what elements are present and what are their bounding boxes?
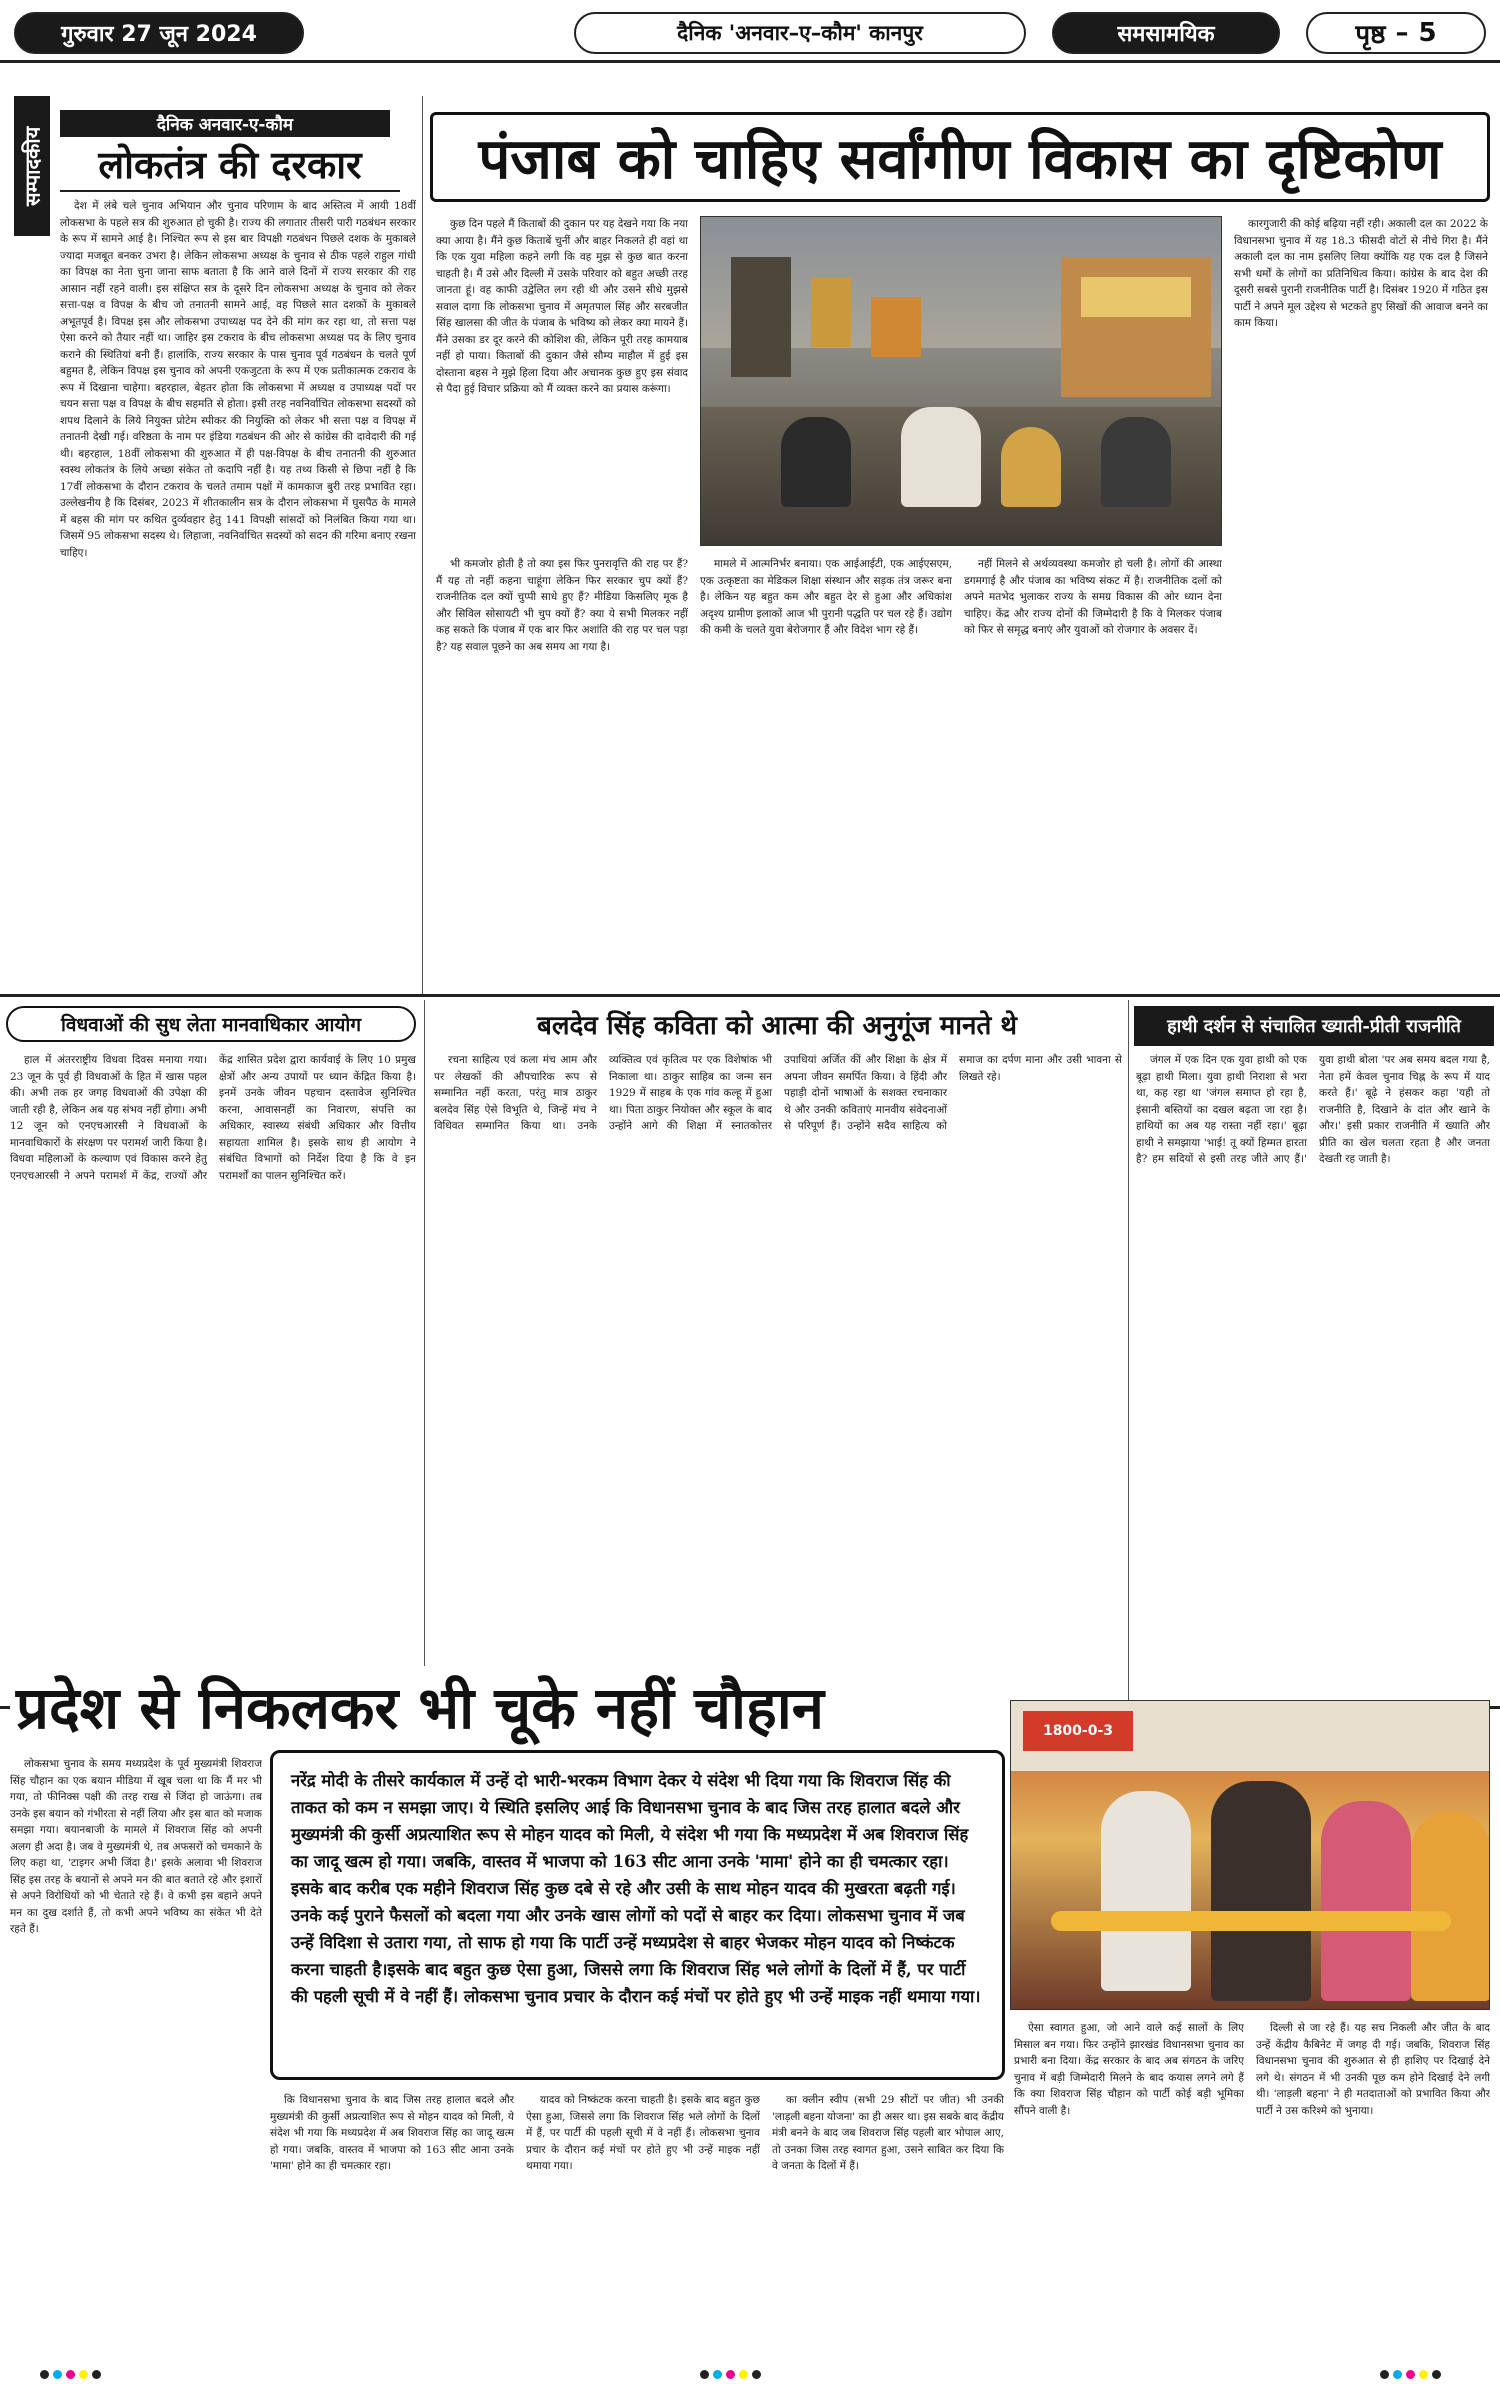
registration-dots-right	[1380, 2370, 1441, 2380]
widows-article-body: हाल में अंतरराष्ट्रीय विधवा दिवस मनाया गया। 23 जून के पूर्व ही विधवाओं के हित में खास पहल की। अभी तक हर जगह विधवाओं की उपेक्षा की जाती रही है, लेकिन अब यह संभव नहीं होगा। अभी 12 जून को एनएचआरसी ने विधवाओं के मानवाधिकारों के संरक्षण पर परामर्श जारी किया है। विधवा महिलाओं के कल्याण एवं विकास करने हेतु एनएचआरसी ने अपने परामर्श में केंद्र, राज्यों और केंद्र शासित प्रदेश द्वारा कार्यवाई के लिए 10 प्रमुख क्षेत्रों और अन्य उपायों पर ध्यान केंद्रित किया है। इनमें उनके जीवन पहचान दस्तावेज सुनिश्चित करना, आवासनहीं का निवारण, संपत्ति का अधिकार, स्वास्थ्य संबंधी अधिकार और वित्तीय सहायता शामिल है। इसके साथ ही आयोग ने संबंधित विभागों को निर्देश दिया है कि वे इन परामर्शों का पालन सुनिश्चित करें।	[10, 1054, 416, 1182]
page-number-pill: पृष्ठ – 5	[1306, 12, 1486, 54]
elephant-article-body: जंगल में एक दिन एक युवा हाथी को एक बूढ़ा हाथी मिला। युवा हाथी निराशा से भरा था, कह रहा था 'जंगल समाप्त हो रहा है, इंसानी बस्तियों का दखल बढ़ता जा रहा है। हाथियों का अब यह रास्ता नहीं रहा।' बूढ़ा हाथी ने समझाया 'भाई! तू क्यों हिम्मत हारता है? हम सदियों से इसी तरह जीते आए हैं।' युवा हाथी बोला 'पर अब समय बदल गया है, नेता हमें केवल चुनाव चिह्न के रूप में याद करते हैं।' बूढ़े ने हंसकर कहा 'यही तो राजनीति है, दिखाने के दांत और खाने के और।' इसी प्रकार राजनीति में ख्याति और प्रीति का खेल चलता रहता है और जनता देखती रह जाती है।	[1136, 1054, 1490, 1165]
masthead	[0, 0, 1500, 62]
section-pill	[1052, 12, 1280, 54]
bottom-story-col-5: ऐसा स्वागत हुआ, जो आने वाले कई सालों के लिए मिसाल बन गया। फिर उन्होंने झारखंड विधानसभा चुनाव का प्रभारी बना दिया। केंद्र सरकार के बाद अब संगठन के जरिए चुनाव में बड़ी जिम्मेदारी मिलने के बाद कयास लगने लगे हैं कि क्या शिवराज सिंह चौहान को पार्टी कोई बड़ी भूमिका सौंपने वाली है।	[1014, 2022, 1244, 2117]
main-article-lower-col-3: नहीं मिलने से अर्थव्यवस्था कमजोर हो चली है। लोगों की आस्था डगमगाई है और पंजाब का भविष्य संकट में है। राजनीतिक दलों को अपने मतभेद भुलाकर राज्य के समग्र विकास की ओर ध्यान देना चाहिए। केंद्र और राज्य दोनों की जिम्मेदारी है कि वे मिलकर पंजाब को फिर से समृद्ध बनाएं और युवाओं को रोजगार के अवसर दें।	[964, 558, 1222, 636]
editorial-kicker: दैनिक अनवार-ए-कौम	[60, 110, 390, 137]
elephant-article-title: हाथी दर्शन से संचालित ख्याती-प्रीती राजनीति	[1134, 1006, 1494, 1046]
main-headline: पंजाब को चाहिए सर्वांगीण विकास का दृष्टिकोण	[430, 112, 1490, 202]
bottom-story-headline: प्रदेश से निकलकर भी चूके नहीं चौहान	[10, 1666, 1010, 1746]
baldev-article-title: बलदेव सिंह कविता को आत्मा की अनुगूंज मानते थे	[537, 1011, 1017, 1041]
section-name: समसामयिक	[1117, 22, 1215, 47]
page-number: 5	[1418, 18, 1437, 48]
issue-date: गुरुवार 27 जून 2024	[61, 22, 257, 47]
main-article-col-right: कारगुजारी की कोई बढ़िया नहीं रही। अकाली दल का 2022 के विधानसभा चुनाव में यह 18.3 फीसदी वोटों से नीचे गिरा है। मैंने अकाली दल का नाम इसलिए लिया क्योंकि यह एक दल है जिसने सभी धर्मों के लोगों का प्रतिनिधित्व किया। कांग्रेस के बाद देश की दूसरी सबसे पुरानी राजनीतिक पार्टी है। दिसंबर 1920 में गठित इस पार्टी ने अपने मूल उद्देश्य से भटकते हुए सिखों की आवाज बनने का काम किया।	[1234, 218, 1488, 329]
editorial-title: लोकतंत्र की दरकार	[98, 142, 362, 187]
page-label: पृष्ठ	[1355, 20, 1386, 50]
widows-article-title: विधवाओं की सुध लेता मानवाधिकार आयोग	[6, 1006, 416, 1042]
main-article-lower-col-1: भी कमजोर होती है तो क्या इस फिर पुनरावृत्ति की राह पर हैं? मैं यह तो नहीं कहना चाहूंगा लेकिन फिर सरकार चुप क्यों हैं? राजनीतिक दल क्यों चुप्पी साधे हुए हैं? मीडिया किसलिए मूक है और सिविल सोसायटी भी चुप क्यों हैं? क्या ये सभी मिलकर नहीं कह सकते कि पंजाब में एक बार फिर अशांति की राह पर चल पड़ा है? यह सवाल पूछने का अब समय आ गया है।	[436, 558, 688, 653]
bottom-story-col-4: का क्लीन स्वीप (सभी 29 सीटों पर जीत) भी उनकी 'लाड़ली बहना योजना' का ही असर था। इस सबके बाद केंद्रीय मंत्री बनने के बाद जब शिवराज सिंह पहली बार भोपाल आए, तो उनका जिस तरह स्वागत हुआ, उसने साबित कर दिया कि वे जनता के दिलों में हैं।	[772, 2094, 1004, 2172]
chouhan-rally-photo	[1010, 1700, 1490, 2010]
main-article-col-1: कुछ दिन पहले मैं किताबों की दुकान पर यह देखने गया कि नया क्या आया है। मैंने कुछ किताबें चुनीं और बाहर निकलते ही वहां था कि एक युवा महिला कहने लगी कि वह मुझ से कुछ बात करना चाहती है। मैं उसे और दिल्ली में उसके परिवार को बहुत अच्छी तरह जानता हूं। वह काफी उद्वेलित लग रही थी और उसने सीधे मुझसे सवाल दागा कि लोकसभा चुनाव में अमृतपाल सिंह और सरबजीत सिंह खालसा की जीत के पंजाब के भविष्य को लेकर क्या मायने हैं। मैंने उसका डर दूर करने की कोशिश की, लेकिन पूरी तरह कामयाब नहीं हो पाया। किताबों की दुकान जैसे सौम्य माहौल में हुई इस दोस्ताना बहस ने मुझे हिला दिया और अचानक कुछ हुए इस संवाद से पैदा हुई विचार प्रक्रिया को मैं व्यक्त करने का प्रयास करूंगा।	[436, 218, 688, 395]
pull-quote: नरेंद्र मोदी के तीसरे कार्यकाल में उन्हें दो भारी-भरकम विभाग देकर ये संदेश भी दिया गया कि शिवराज सिंह की ताकत को कम न समझा जाए। ये स्थिति इसलिए आई कि विधानसभा चुनाव के बाद जिस तरह हालात बदले और मुख्यमंत्री की कुर्सी अप्रत्याशित रूप से मोहन यादव को मिली, ये संदेश भी गया कि मध्यप्रदेश में अब शिवराज सिंह का जादू खत्म हो गया। जबकि, वास्तव में भाजपा को 163 सीट आना उनके 'मामा' होने का ही चमत्कार रहा। इसके बाद करीब एक महीने शिवराज सिंह कुछ दबे से रहे और उसी के साथ मोहन यादव की मुखरता बढ़ती गई। उनके कई पुराने फैसलों को बदला गया और उनके खास लोगों को पदों से बाहर कर दिया। लोकसभा चुनाव में जब उन्हें विदिशा से उतारा गया, तो साफ हो गया कि पार्टी उन्हें मध्यप्रदेश से बाहर भेजकर मोहन यादव को निष्कंटक करना चाहती है।इसके बाद बहुत कुछ ऐसा हुआ, जिससे लगा कि शिवराज सिंह भले लोगों के दिलों में हैं, पर पार्टी की पहली सूची में वे नहीं हैं। लोकसभा चुनाव प्रचार के दौरान कई मंचों पर होते हुए भी उन्हें माइक नहीं थमाया गया।	[270, 1750, 1005, 2080]
paper-name-pill	[574, 12, 1026, 54]
baldev-article-body: रचना साहित्य एवं कला मंच आम और पर लेखकों की औपचारिक रूप से सम्मानित नहीं करता, परंतु मात्र ठाकुर बलदेव सिंह ऐसे विभूति थे, जिन्हें मंच ने विधिवत सम्मानित किया था। उनके व्यक्तित्व एवं कृतित्व पर एक विशेषांक भी निकाला था। ठाकुर साहिब का जन्म सन 1929 में साहब के एक गांव कल्हू में हुआ था। पिता ठाकुर नियोक्त और स्कूल के बाद उन्होंने आगे की शिक्षा में स्नातकोत्तर उपाधियां अर्जित कीं और शिक्षा के क्षेत्र में अपना जीवन समर्पित किया। वे हिंदी और पहाड़ी दोनों भाषाओं के सशक्त रचनाकार थे और उनकी कविताएं मानवीय संवेदनाओं से परिपूर्ण हैं। उन्होंने सदैव साहित्य को समाज का दर्पण माना और उसी भावना से लिखते रहे।	[434, 1054, 1122, 1132]
paper-name: दैनिक 'अनवार–ए–कौम' कानपुर	[677, 21, 923, 45]
punjab-street-photo	[700, 216, 1222, 546]
bottom-story-col-2: कि विधानसभा चुनाव के बाद जिस तरह हालात बदले और मुख्यमंत्री की कुर्सी अप्रत्याशित रूप से मोहन यादव को मिली, ये संदेश भी गया कि मध्यप्रदेश में अब शिवराज सिंह का जादू खत्म हो गया। जबकि, वास्तव में भाजपा को 163 सीट आना उनके 'मामा' होने का ही चमत्कार रहा।	[270, 2094, 514, 2172]
editorial-side-label: सम्पादकीय	[14, 96, 50, 236]
photo-banner-text: 1800-0-3	[1023, 1711, 1133, 1751]
bottom-story-left-col: लोकसभा चुनाव के समय मध्यप्रदेश के पूर्व मुख्यमंत्री शिवराज सिंह चौहान का एक बयान मीडिया में खूब चला था कि मैं मर भी गया, तो फीनिक्स पक्षी की तरह राख से जिंदा हो जाऊंगा। तब उनके इस बयान को गंभीरता से नहीं लिया और इस बात को मजाक समझा गया। बयानबाजी के मामले में शिवराज सिंह को अपनी अलग ही अदा है। जब वे मुख्यमंत्री थे, तब अफसरों को चमकाने के लिए कहा था, 'टाइगर अभी जिंदा है।' इसके अलावा भी शिवराज सिंह इस तरह के बयानों से अपने मन की बात बताते रहे और इशारों से अपने विरोधियों को भी चेताते रहे हैं। वे कभी इस बहाने अपने मन का दुख दर्शाते हैं, तो कभी अपने भविष्य का संकेत भी देते रहते हैं।	[10, 1758, 262, 1935]
editorial-body: देश में लंबे चले चुनाव अभियान और चुनाव परिणाम के बाद अस्तित्व में आयी 18वीं लोकसभा के पहले सत्र की शुरुआत हो चुकी है। राज्य की लगातार तीसरी पारी गठबंधन सरकार के रूप में सामने आई है। निश्चित रूप से इस बार विपक्षी गठबंधन पिछले दशक के मुकाबले ज्यादा मजबूत बनकर उभरा है। लेकिन लोकसभा अध्यक्ष के चुनाव से ठीक पहले राहुल गांधी का विपक्ष का नेता चुना जाना साफ बताता है कि आने वाले दिनों में राज्य सरकार की राह आसान नहीं रहने वाली। इस संक्षिप्त सत्र के दूसरे दिन लोकसभा अध्यक्ष के चुनाव को लेकर सत्ता-पक्ष व विपक्ष के बीच जो तनातनी सामने आई, वह पिछले सात दशकों के मुकाबले अभूतपूर्व है। विपक्ष इस और लोकसभा उपाध्यक्ष पद देने की मांग कर रहा था, तो सत्ता पक्ष ऐसा करने को तैयार नहीं था। जाहिर इस टकराव के बीच लोकसभा अध्यक्ष पद के लिए चुनाव कराने की स्थितियां बनी हैं। हालांकि, राज्य सरकार के पास चुनाव पूर्व गठबंधन के चलते पूर्ण बहुमत है, लेकिन विपक्ष इस चुनाव को अपनी एकजुटता के रूप में एक प्रतीकात्मक टकराव के रूप में दिखाना चाहेगा। बहरहाल, बेहतर होता कि लोकसभा में अध्यक्ष व उपाध्यक्ष पदों पर चयन सत्ता पक्ष व विपक्ष के बीच सहमति से होता। इसी तरह नवनिर्वाचित लोकसभा सदस्यों को शपथ दिलाने के लिये नियुक्त प्रोटेम स्पीकर की नियुक्ति को लेकर भी सत्ता पक्ष व विपक्ष में तनातनी देखी गई। वरिष्ठता के नाम पर इंडिया गठबंधन की ओर से कांग्रेस की दावेदारी की गई थी। बहरहाल, 18वीं लोकसभा की शुरुआत में ही पक्ष-विपक्ष के बीच तनातनी की शुरुआत स्वस्थ लोकतंत्र के लिये अच्छा संकेत तो कदापि नहीं है। यह तथ्य किसी से छिपा नहीं है कि 17वीं लोकसभा के दौरान टकराव के चलते तमाम पक्षों में कामकाज बुरी तरह प्रभावित रहा। उल्लेखनीय है कि दिसंबर, 2023 में शीतकालीन सत्र के दौरान लोकसभा में घुसपैठ के मामले में बहस की मांग पर कथित दुर्व्यवहार हेतु 141 विपक्षी सांसदों को निलंबित किया गया था। जिसमें 95 लोकसभा सदस्य थे। लिहाजा, नवनिर्वाचित सदस्यों को सदन की गरिमा बनाए रखना चाहिए।	[60, 200, 416, 559]
date-pill	[14, 12, 304, 54]
registration-dots-center	[700, 2370, 761, 2380]
bottom-story-col-6: दिल्ली से जा रहे हैं। यह सच निकली और जीत के बाद उन्हें केंद्रीय कैबिनेट में जगह दी गई। जबकि, शिवराज सिंह विधानसभा चुनाव की शुरुआत से ही हाशिए पर दिखाई देने लगे थे। संगठन में भी उनकी पूछ कम होने दिखाई देने लगी थी। 'लाड़ली बहना' ने ही मतदाताओं को प्रभावित किया और पार्टी ने उस करिश्मे को भुनाया।	[1256, 2022, 1490, 2117]
main-article-lower-col-2: मामले में आत्मनिर्भर बनाया। एक आईआईटी, एक आईएसएम, एक उत्कृष्टता का मेडिकल शिक्षा संस्थान और सड़क तंत्र जरूर बना है। लेकिन यह बहुत कम और बहुत देर से हुआ और अधिकांश अदृश्य ग्रामीण इलाकों आज भी पुरानी पद्धति पर चल रहे हैं। उद्योग की कमी के चलते युवा बेरोजगार हैं और विदेश भाग रहे हैं।	[700, 558, 952, 636]
registration-dots-left	[40, 2370, 101, 2380]
bottom-story-col-3: यादव को निष्कंटक करना चाहती है। इसके बाद बहुत कुछ ऐसा हुआ, जिससे लगा कि शिवराज सिंह भले लोगों के दिलों में हैं, पर पार्टी की पहली सूची में वे नहीं हैं। लोकसभा चुनाव प्रचार के दौरान कई मंचों पर होते हुए भी उन्हें माइक नहीं थमाया गया।	[526, 2094, 760, 2172]
